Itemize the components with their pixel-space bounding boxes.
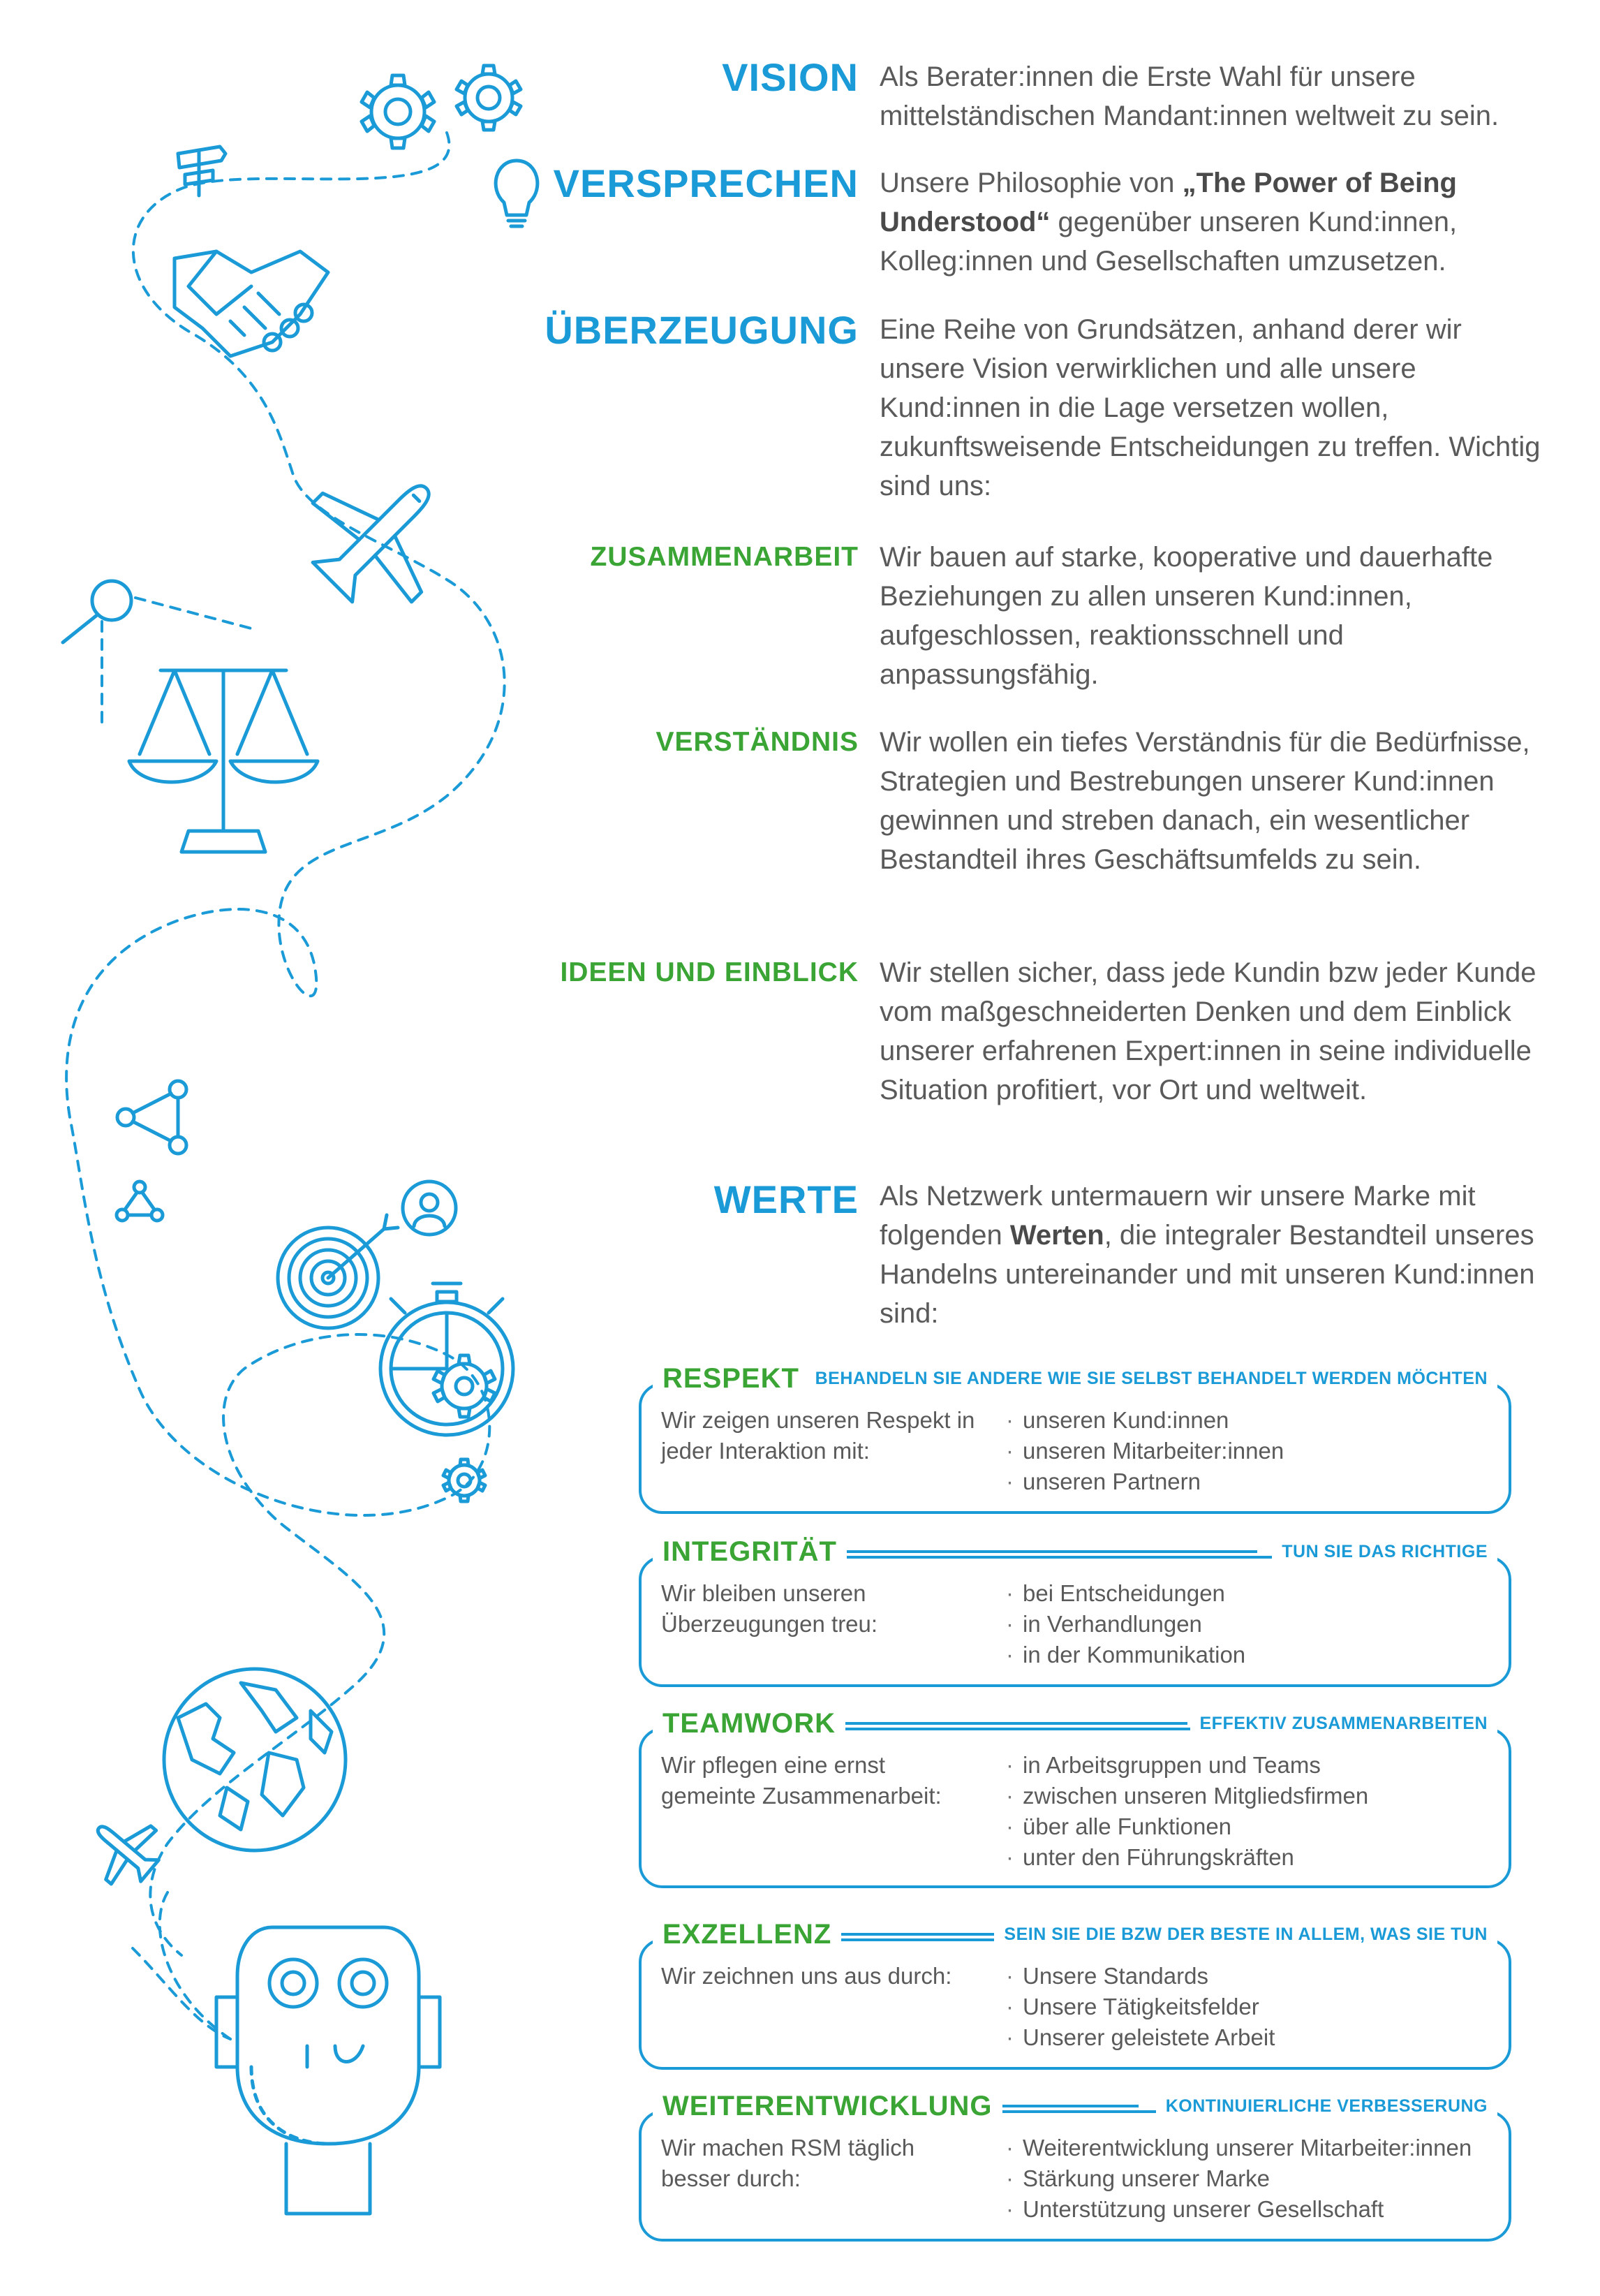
value-tagline: BEHANDELN SIE ANDERE WIE SIE SELBST BEHANDELT WERDEN MÖCHTEN: [806, 1357, 1497, 1399]
statement-label: IDEEN UND EINBLICK: [560, 957, 859, 987]
list-item: · in der Kommunikation: [1005, 1640, 1493, 1670]
value-box-respekt: [639, 1363, 1511, 1514]
value-tagline: KONTINUIERLICHE VERBESSERUNG: [1156, 2085, 1497, 2127]
value-intro: Wir pflegen eine ernst gemeinte Zusammenarbeit:: [661, 1752, 942, 1809]
value-title: TEAMWORK: [653, 1702, 845, 1744]
value-tagline: TUN SIE DAS RICHTIGE: [1272, 1531, 1497, 1573]
handshake-icon: [175, 251, 328, 356]
target-icon: [278, 1215, 398, 1328]
list-item: · unseren Mitarbeiter:innen: [1005, 1436, 1493, 1466]
airplane-icon: [283, 439, 476, 632]
value-tagline: EFFEKTIV ZUSAMMENARBEITEN: [1190, 1702, 1498, 1744]
list-item: · Weiterentwicklung unserer Mitarbeiter:innen: [1005, 2133, 1493, 2163]
list-item: · Unserer geleistete Arbeit: [1005, 2022, 1493, 2053]
statement-label: WERTE: [713, 1177, 859, 1221]
value-items: [1005, 2133, 1493, 2225]
gear-icon: [443, 1459, 485, 1501]
divider: [823, 1722, 1187, 1725]
statement-text: Eine Reihe von Grundsätzen, anhand derer wir unsere Vision verwirklichen und alle unsere Kund:innen in die Lage versetzen wollen, zukunftsweisende Entscheidungen zu treffen. Wichtig sind uns:: [880, 314, 1541, 501]
globe-icon: [164, 1669, 346, 1850]
list-item: · Stärkung unserer Marke: [1005, 2163, 1493, 2194]
statement-text: Unsere Philosophie von „The Power of Being Understood“ gegenüber unseren Kund:innen, Kolleg:innen und Gesellschaften umzusetzen.: [880, 168, 1458, 277]
statement-label: ZUSAMMENARBEIT: [590, 542, 859, 572]
value-intro: Wir zeigen unseren Respekt in jeder Interaktion mit:: [661, 1407, 975, 1464]
statement-label: VISION: [722, 55, 859, 99]
statement-label: ÜBERZEUGUNG: [545, 308, 859, 352]
dashed-journey-path: [66, 133, 505, 1955]
value-title: RESPEKT: [653, 1357, 809, 1399]
user-icon: [403, 1182, 456, 1235]
list-item: · in Arbeitsgruppen und Teams: [1005, 1750, 1493, 1781]
list-item: · unseren Kund:innen: [1005, 1405, 1493, 1436]
divider: [816, 1550, 1257, 1553]
list-item: · Unsere Tätigkeitsfelder: [1005, 1992, 1493, 2022]
stopwatch-icon: [380, 1283, 513, 1435]
value-title: INTEGRITÄT: [653, 1531, 847, 1573]
statement-text: Wir stellen sicher, dass jede Kundin bzw jeder Kunde vom maßgeschneiderten Denken und dem Einblick unserer erfahrenen Expert:innen in seine individuelle Situation profitiert, vor Ort und weltweit.: [880, 957, 1536, 1105]
list-item: · Unsere Standards: [1005, 1961, 1493, 1992]
gear-icon: [362, 75, 434, 148]
value-box-integritaet: [639, 1536, 1511, 1687]
value-items: [1005, 1405, 1493, 1497]
statement-text: Als Netzwerk untermauern wir unsere Marke mit folgenden Werten, die integraler Bestandteil unseres Handelns untereinander und mit unseren Kund:innen sind:: [880, 1181, 1535, 1329]
value-title: WEITERENTWICKLUNG: [653, 2085, 1002, 2127]
value-intro: Wir zeichnen uns aus durch:: [661, 1963, 952, 1989]
value-tagline: SEIN SIE DIE BZW DER BESTE IN ALLEM, WAS SIE TUN: [994, 1913, 1497, 1955]
illustration-column: [0, 0, 614, 2293]
list-item: · unter den Führungskräften: [1005, 1842, 1493, 1873]
statement-label: VERSPRECHEN: [553, 161, 859, 205]
airplane-icon: [77, 1802, 172, 1898]
gear-icon: [457, 66, 521, 130]
list-item: · zwischen unseren Mitgliedsfirmen: [1005, 1781, 1493, 1811]
list-item: · unseren Partnern: [1005, 1466, 1493, 1497]
list-item: · in Verhandlungen: [1005, 1609, 1493, 1640]
value-title: EXZELLENZ: [653, 1913, 841, 1955]
statement-label: VERSTÄNDNIS: [655, 727, 859, 757]
value-items: [1005, 1961, 1493, 2053]
value-box-weiterentwicklung: [639, 2091, 1511, 2242]
divider: [816, 1933, 1020, 1936]
value-intro: Wir machen RSM täglich besser durch:: [661, 2135, 915, 2191]
value-items: [1005, 1578, 1493, 1670]
statement-text: Wir wollen ein tiefes Verständnis für die Bedürfnisse, Strategien und Bestrebungen unserer Kund:innen gewinnen und streben danach, ein wesentlicher Bestandteil ihres Geschäftsumfelds zu sein.: [880, 727, 1530, 875]
network-icon: [117, 1081, 186, 1221]
value-box-teamwork: [639, 1708, 1511, 1888]
list-item: · über alle Funktionen: [1005, 1811, 1493, 1842]
value-intro: Wir bleiben unseren Überzeugungen treu:: [661, 1580, 878, 1637]
value-box-exzellenz: [639, 1919, 1511, 2070]
statement-text: Als Berater:innen die Erste Wahl für unsere mittelständischen Mandant:innen weltweit zu sein.: [880, 61, 1499, 131]
scales-icon: [129, 670, 318, 852]
binocular-viewer-icon: [216, 1927, 440, 2214]
value-items: [1005, 1750, 1493, 1873]
statement-text: Wir bauen auf starke, kooperative und dauerhafte Beziehungen zu allen unseren Kund:innen, aufgeschlossen, reaktionsschnell und anpassungsfähig.: [880, 542, 1493, 690]
list-item: · bei Entscheidungen: [1005, 1578, 1493, 1609]
list-item: · Unterstützung unserer Gesellschaft: [1005, 2194, 1493, 2225]
